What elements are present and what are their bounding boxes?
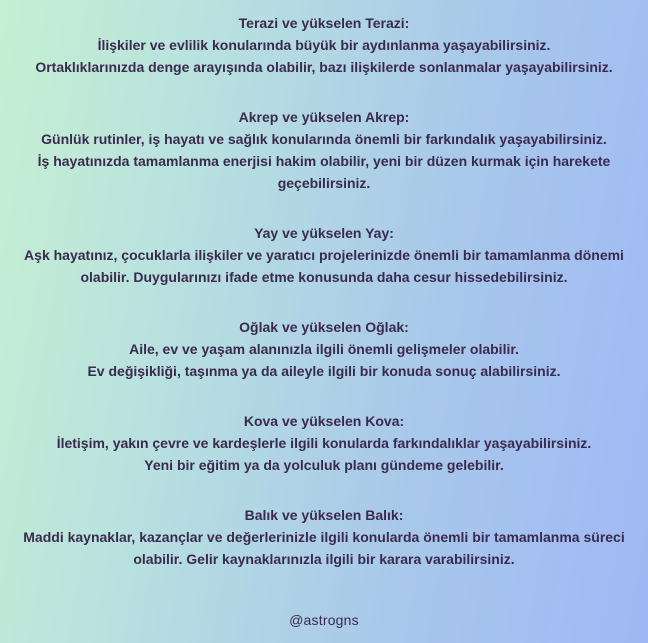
sign-text-line: Yeni bir eğitim ya da yolculuk planı gündeme gelebilir. (144, 457, 504, 473)
sign-text-line: Aile, ev ve yaşam alanınızla ilgili önemli gelişmeler olabilir. (129, 341, 519, 357)
sign-text-line: Maddi kaynaklar, kazançlar ve değerlerinizle ilgili konularda önemli bir tamamlanma süreci (23, 529, 625, 545)
sign-block-terazi (0, 12, 648, 78)
sign-text-line: Aşk hayatınız, çocuklarla ilişkiler ve yaratıcı projelerinizde önemli bir tamamlanma dönemi (24, 247, 624, 263)
sign-text-line: geçebilirsiniz. (277, 175, 371, 191)
sign-text-line: İletişim, yakın çevre ve kardeşlerle ilgili konularda farkındalıklar yaşayabilirsiniz. (56, 435, 592, 451)
horoscope-content (0, 12, 648, 598)
sign-block-yay (0, 222, 648, 288)
sign-text-line: olabilir. Duygularınızı ifade etme konusunda daha cesur hissedebilirsiniz. (80, 269, 568, 285)
author-handle: @astrogns (289, 612, 359, 628)
sign-title: Yay ve yükselen Yay: (254, 225, 394, 241)
sign-title: Balık ve yükselen Balık: (244, 507, 404, 523)
sign-block-kova (0, 410, 648, 476)
sign-text-line: olabilir. Gelir kaynaklarınızla ilgili bir karara varabilirsiniz. (133, 551, 515, 567)
sign-title: Kova ve yükselen Kova: (243, 413, 405, 429)
sign-title: Terazi ve yükselen Terazi: (238, 15, 410, 31)
sign-text-line: İlişkiler ve evlilik konularında büyük bir aydınlanma yaşayabilirsiniz. (97, 37, 551, 53)
sign-text-line: Ortaklıklarınızda denge arayışında olabilir, bazı ilişkilerde sonlanmalar yaşayabilirsiniz. (35, 59, 613, 75)
sign-block-balik (0, 504, 648, 570)
sign-block-oglak (0, 316, 648, 382)
sign-title: Oğlak ve yükselen Oğlak: (239, 319, 409, 335)
sign-block-akrep (0, 106, 648, 194)
sign-title: Akrep ve yükselen Akrep: (238, 109, 410, 125)
sign-text-line: İş hayatınızda tamamlanma enerjisi hakim olabilir, yeni bir düzen kurmak için harekete (37, 153, 611, 169)
sign-text-line: Günlük rutinler, iş hayatı ve sağlık konularında önemli bir farkındalık yaşayabilirsiniz. (41, 131, 607, 147)
sign-text-line: Ev değişikliği, taşınma ya da aileyle ilgili bir konuda sonuç alabilirsiniz. (87, 363, 561, 379)
